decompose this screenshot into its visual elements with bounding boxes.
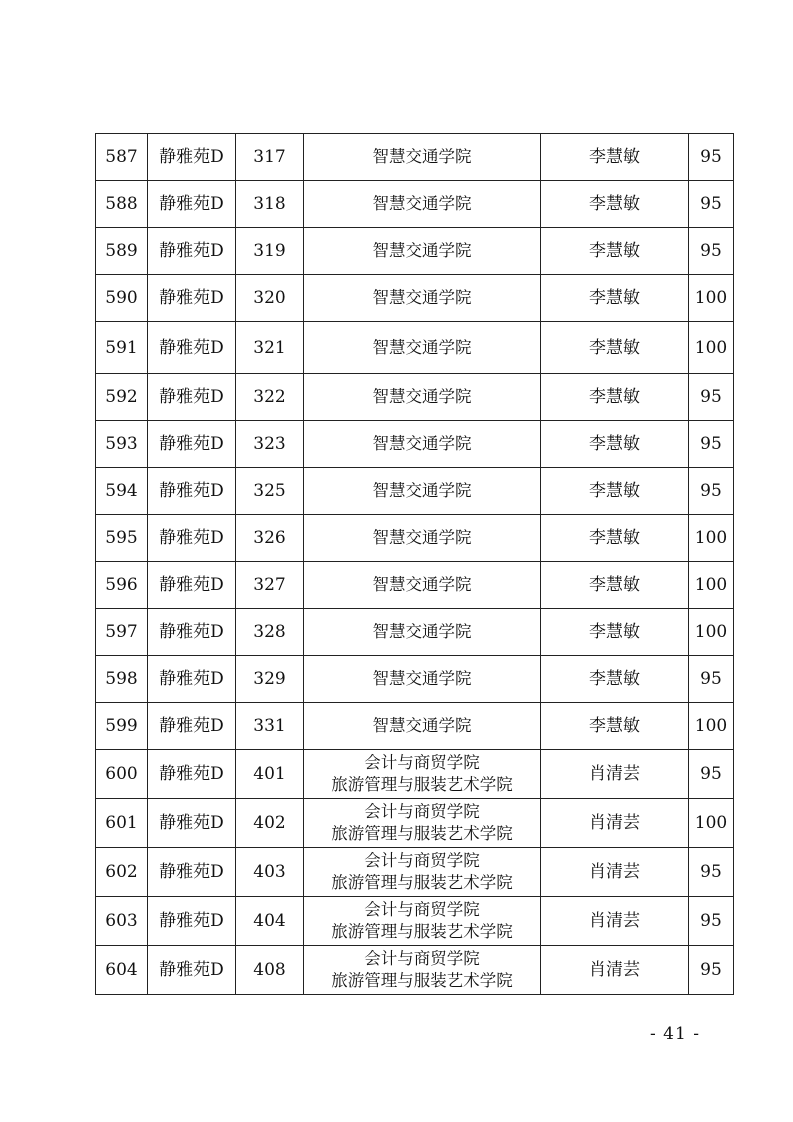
score-cell: 95: [689, 421, 734, 468]
college-cell: [304, 946, 541, 995]
row-number-cell: 590: [96, 275, 148, 322]
inspector-cell: 李慧敏: [541, 374, 689, 421]
college-name: 智慧交通学院: [372, 622, 472, 641]
inspector-cell: 李慧敏: [541, 134, 689, 181]
building-cell: 静雅苑D: [148, 181, 236, 228]
score-cell: 95: [689, 750, 734, 799]
college-cell: [304, 703, 541, 750]
building-cell: 静雅苑D: [148, 703, 236, 750]
table-row: [96, 515, 734, 562]
building-cell: 静雅苑D: [148, 468, 236, 515]
row-number-cell: 600: [96, 750, 148, 799]
inspector-cell: 肖清芸: [541, 799, 689, 848]
table-row: [96, 897, 734, 946]
room-number-cell: 326: [236, 515, 304, 562]
inspector-cell: 李慧敏: [541, 515, 689, 562]
row-number-cell: 599: [96, 703, 148, 750]
table-row: [96, 703, 734, 750]
row-number-cell: 594: [96, 468, 148, 515]
college-name: 旅游管理与服装艺术学院: [331, 873, 513, 892]
college-name: 智慧交通学院: [372, 434, 472, 453]
table-body: [96, 134, 734, 995]
inspector-cell: 肖清芸: [541, 897, 689, 946]
room-number-cell: 320: [236, 275, 304, 322]
score-cell: 95: [689, 374, 734, 421]
row-number-cell: 588: [96, 181, 148, 228]
table-row: [96, 275, 734, 322]
room-number-cell: 319: [236, 228, 304, 275]
table-row: [96, 421, 734, 468]
college-cell: [304, 897, 541, 946]
table-row: [96, 134, 734, 181]
room-number-cell: 327: [236, 562, 304, 609]
college-name: 智慧交通学院: [372, 575, 472, 594]
college-name: 会计与商贸学院: [364, 949, 480, 968]
building-cell: 静雅苑D: [148, 562, 236, 609]
college-name: 会计与商贸学院: [364, 851, 480, 870]
score-cell: 100: [689, 322, 734, 374]
building-cell: 静雅苑D: [148, 799, 236, 848]
table-row: [96, 750, 734, 799]
score-cell: 95: [689, 848, 734, 897]
college-name: 智慧交通学院: [372, 669, 472, 688]
row-number-cell: 596: [96, 562, 148, 609]
row-number-cell: 595: [96, 515, 148, 562]
table-row: [96, 946, 734, 995]
inspector-cell: 李慧敏: [541, 468, 689, 515]
row-number-cell: 602: [96, 848, 148, 897]
college-name: 旅游管理与服装艺术学院: [331, 971, 513, 990]
room-number-cell: 322: [236, 374, 304, 421]
college-name: 智慧交通学院: [372, 241, 472, 260]
inspector-cell: 李慧敏: [541, 228, 689, 275]
inspector-cell: 李慧敏: [541, 181, 689, 228]
college-name: 会计与商贸学院: [364, 753, 480, 772]
college-cell: [304, 181, 541, 228]
table-row: [96, 322, 734, 374]
table-row: [96, 374, 734, 421]
college-cell: [304, 421, 541, 468]
college-name: 会计与商贸学院: [364, 802, 480, 821]
score-cell: 100: [689, 562, 734, 609]
inspector-cell: 肖清芸: [541, 848, 689, 897]
inspector-cell: 李慧敏: [541, 562, 689, 609]
building-cell: 静雅苑D: [148, 322, 236, 374]
score-cell: 95: [689, 656, 734, 703]
college-cell: [304, 374, 541, 421]
row-number-cell: 593: [96, 421, 148, 468]
college-cell: [304, 562, 541, 609]
table-row: [96, 656, 734, 703]
inspector-cell: 肖清芸: [541, 750, 689, 799]
row-number-cell: 598: [96, 656, 148, 703]
building-cell: 静雅苑D: [148, 374, 236, 421]
college-cell: [304, 750, 541, 799]
inspector-cell: 李慧敏: [541, 275, 689, 322]
building-cell: 静雅苑D: [148, 750, 236, 799]
college-name: 智慧交通学院: [372, 288, 472, 307]
score-cell: 100: [689, 609, 734, 656]
building-cell: 静雅苑D: [148, 275, 236, 322]
score-cell: 95: [689, 228, 734, 275]
table-row: [96, 228, 734, 275]
row-number-cell: 597: [96, 609, 148, 656]
row-number-cell: 592: [96, 374, 148, 421]
inspector-cell: 李慧敏: [541, 322, 689, 374]
row-number-cell: 587: [96, 134, 148, 181]
room-number-cell: 403: [236, 848, 304, 897]
row-number-cell: 601: [96, 799, 148, 848]
college-name: 智慧交通学院: [372, 716, 472, 735]
building-cell: 静雅苑D: [148, 421, 236, 468]
room-number-cell: 317: [236, 134, 304, 181]
college-name: 智慧交通学院: [372, 194, 472, 213]
college-name: 智慧交通学院: [372, 387, 472, 406]
college-name: 会计与商贸学院: [364, 900, 480, 919]
table-row: [96, 609, 734, 656]
row-number-cell: 589: [96, 228, 148, 275]
college-name: 智慧交通学院: [372, 147, 472, 166]
score-cell: 100: [689, 515, 734, 562]
building-cell: 静雅苑D: [148, 897, 236, 946]
inspector-cell: 李慧敏: [541, 421, 689, 468]
score-cell: 100: [689, 799, 734, 848]
college-cell: [304, 275, 541, 322]
score-cell: 100: [689, 703, 734, 750]
room-number-cell: 404: [236, 897, 304, 946]
college-cell: [304, 848, 541, 897]
college-cell: [304, 468, 541, 515]
room-number-cell: 325: [236, 468, 304, 515]
college-cell: [304, 515, 541, 562]
inspector-cell: 李慧敏: [541, 703, 689, 750]
score-cell: 95: [689, 181, 734, 228]
table-row: [96, 562, 734, 609]
room-number-cell: 408: [236, 946, 304, 995]
score-cell: 95: [689, 468, 734, 515]
row-number-cell: 591: [96, 322, 148, 374]
room-number-cell: 329: [236, 656, 304, 703]
dormitory-score-table: [95, 133, 734, 995]
college-cell: [304, 228, 541, 275]
room-number-cell: 402: [236, 799, 304, 848]
college-cell: [304, 134, 541, 181]
room-number-cell: 323: [236, 421, 304, 468]
inspector-cell: 李慧敏: [541, 656, 689, 703]
college-cell: [304, 656, 541, 703]
room-number-cell: 401: [236, 750, 304, 799]
building-cell: 静雅苑D: [148, 228, 236, 275]
building-cell: 静雅苑D: [148, 848, 236, 897]
college-name: 智慧交通学院: [372, 481, 472, 500]
row-number-cell: 603: [96, 897, 148, 946]
building-cell: 静雅苑D: [148, 656, 236, 703]
inspector-cell: 肖清芸: [541, 946, 689, 995]
score-cell: 100: [689, 275, 734, 322]
college-cell: [304, 609, 541, 656]
room-number-cell: 331: [236, 703, 304, 750]
inspector-cell: 李慧敏: [541, 609, 689, 656]
row-number-cell: 604: [96, 946, 148, 995]
table-row: [96, 468, 734, 515]
building-cell: 静雅苑D: [148, 515, 236, 562]
college-name: 旅游管理与服装艺术学院: [331, 922, 513, 941]
college-cell: [304, 799, 541, 848]
room-number-cell: 318: [236, 181, 304, 228]
score-cell: 95: [689, 897, 734, 946]
college-cell: [304, 322, 541, 374]
building-cell: 静雅苑D: [148, 946, 236, 995]
table-row: [96, 848, 734, 897]
building-cell: 静雅苑D: [148, 609, 236, 656]
college-name: 智慧交通学院: [372, 528, 472, 547]
college-name: 智慧交通学院: [372, 337, 472, 357]
room-number-cell: 328: [236, 609, 304, 656]
score-cell: 95: [689, 134, 734, 181]
college-name: 旅游管理与服装艺术学院: [331, 824, 513, 843]
building-cell: 静雅苑D: [148, 134, 236, 181]
score-cell: 95: [689, 946, 734, 995]
table-row: [96, 799, 734, 848]
table-row: [96, 181, 734, 228]
room-number-cell: 321: [236, 322, 304, 374]
college-name: 旅游管理与服装艺术学院: [331, 775, 513, 794]
page-number: - 41 -: [650, 1024, 700, 1044]
